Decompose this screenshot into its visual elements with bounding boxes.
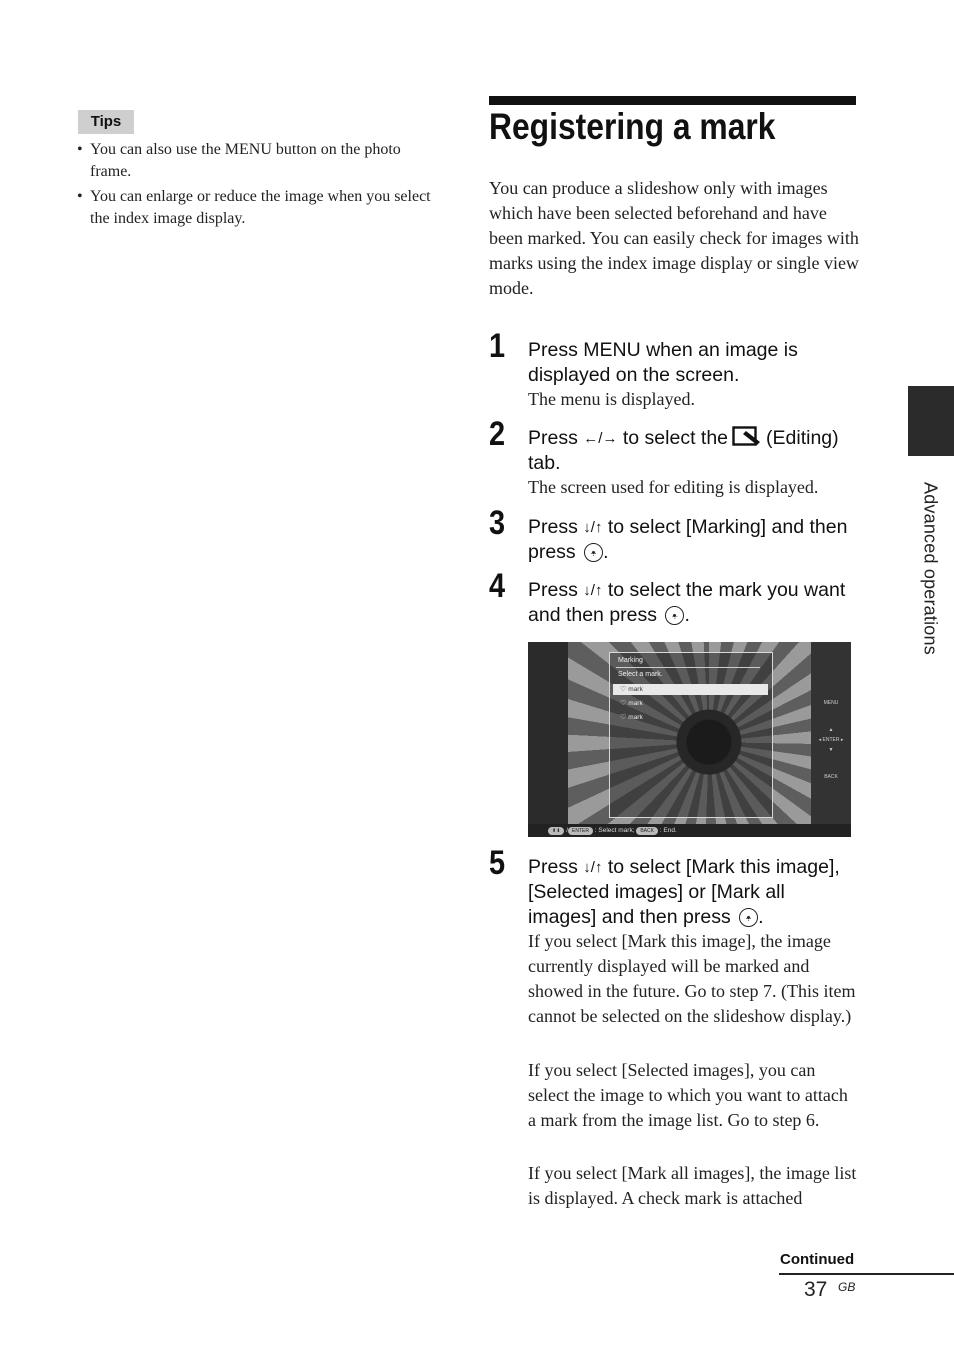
continued-label: Continued	[780, 1251, 855, 1268]
step-4-text-a: Press	[528, 579, 578, 601]
heart-icon: ♡	[620, 714, 627, 721]
step-4-number: 4	[489, 567, 506, 605]
side-back-label: BACK	[824, 774, 838, 780]
menu-item-mark-3[interactable]: ♡ mark	[620, 714, 643, 721]
step-5-text-b: to select [Mark this image], [Selected images] or [Mark all images] and then press	[528, 856, 840, 928]
footer-rule	[779, 1273, 954, 1275]
screen-side-buttons	[811, 642, 851, 824]
enter-button-icon	[665, 606, 684, 625]
step-2-text-c: (Editing) tab.	[528, 427, 839, 474]
enter-button-icon	[584, 543, 603, 562]
heart-icon: ♡	[620, 700, 627, 707]
step-5-note-2: If you select [Selected images], you can select the image to which you want to attach a mark from the image list. Go to step 6.	[528, 1060, 848, 1130]
nav-arrows-chip: ⬆⬇	[548, 827, 564, 835]
step-3-text: Press ↓/↑ to select [Marking] and then press ⁘ .	[528, 515, 858, 565]
menu-divider	[616, 667, 760, 668]
step-4-text: Press ↓/↑ to select the mark you want and then press ⁘ .	[528, 578, 858, 628]
select-mark-text: : Select mark;	[594, 827, 635, 834]
left-right-arrow-icon: ←/→	[583, 430, 618, 447]
step-2-text-b: to select the	[622, 427, 729, 449]
menu-item-mark-2[interactable]: ♡ mark	[620, 700, 643, 707]
step-2-note: The screen used for editing is displayed.	[528, 477, 819, 497]
menu-subtitle: Select a mark.	[618, 671, 663, 678]
step-2-number: 2	[489, 415, 506, 453]
marking-screen-illustration	[528, 642, 851, 837]
menu-item-mark-1[interactable]: ♡ mark	[620, 686, 643, 693]
marking-menu-panel	[609, 652, 773, 818]
section-tab-label: Advanced operations	[920, 482, 941, 655]
step-3-text-a: Press	[528, 516, 578, 538]
down-up-arrow-icon: ↓/↑	[583, 519, 603, 536]
step-1-text: Press MENU when an image is displayed on the screen.	[528, 339, 798, 386]
step-3-number: 3	[489, 504, 506, 542]
enter-button-icon	[739, 908, 758, 927]
down-up-arrow-icon: ↓/↑	[583, 859, 603, 876]
back-chip: BACK	[636, 827, 658, 835]
end-text: : End.	[659, 827, 677, 834]
screen-status-bar: ⬆⬇ / ENTER : Select mark; BACK : End.	[528, 824, 851, 837]
page-language: GB	[838, 1280, 856, 1294]
intro-paragraph: You can produce a slideshow only with images which have been selected beforehand and have been marked. You can easily check for images with marks using the index image display or single view mode.	[489, 178, 859, 298]
step-5-note-3: If you select [Mark all images], the image list is displayed. A check mark is attached	[528, 1163, 857, 1208]
step-5-text: Press ↓/↑ to select [Mark this image], [Selected images] or [Mark all images] and then press ⁘ .	[528, 855, 858, 930]
side-down-arrow-icon: ▼	[828, 747, 834, 753]
step-2-text-a: Press	[528, 427, 578, 449]
page-number: 37	[804, 1278, 828, 1301]
side-menu-label: MENU	[823, 700, 839, 706]
editing-tab-icon	[732, 426, 762, 448]
side-enter-label: ◂ ENTER ▸	[818, 737, 844, 743]
down-up-arrow-icon: ↓/↑	[583, 582, 603, 599]
step-4-text-b: to select the mark you want and then press	[528, 579, 846, 626]
step-5-number: 5	[489, 844, 506, 882]
step-5-text-a: Press	[528, 856, 578, 878]
tips-badge: Tips	[78, 110, 134, 134]
enter-chip: ENTER	[568, 827, 593, 835]
tip-item-2: • You can enlarge or reduce the image when you select the index image display.	[90, 186, 435, 230]
tip-item-1: • You can also use the MENU button on the photo frame.	[90, 139, 435, 183]
page-title: Registering a mark	[489, 106, 776, 147]
step-2-text	[528, 426, 858, 476]
section-tab-marker	[908, 386, 954, 456]
step-1-number: 1	[489, 327, 506, 365]
side-up-arrow-icon: ▲	[828, 727, 834, 733]
heart-icon: ♡	[620, 686, 627, 693]
step-5-note-1: If you select [Mark this image], the image currently displayed will be marked and showed in the future. Go to step 7. (This item cannot be selected on the slideshow display.)	[528, 931, 856, 1026]
menu-title: Marking	[618, 657, 643, 664]
step-1-note: The menu is displayed.	[528, 389, 695, 409]
step-3-text-b: to select [Marking] and then press	[528, 516, 848, 563]
